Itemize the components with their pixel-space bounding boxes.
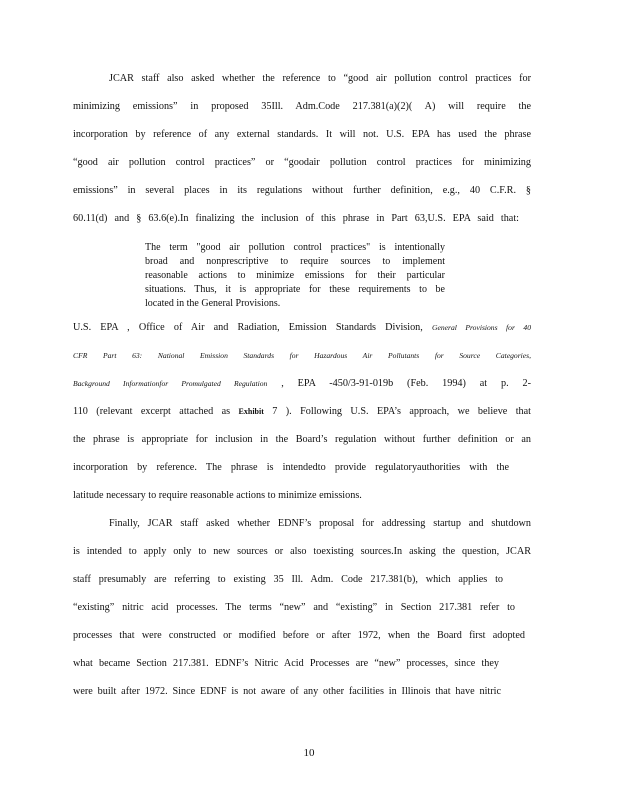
quote-line-3: reasonable actions to minimize emissions for their particular: [145, 270, 445, 281]
paragraph-2-line-1: Finally, JCAR staff asked whether EDNF’s proposal for addressing startup and shutdown: [109, 518, 531, 529]
citation-line-4-rest: 7 ). Following U.S. EPA’s approach, we believe that: [272, 406, 531, 417]
paragraph-1-line-3: incorporation by reference of any external standards. It will not. U.S. EPA has used the phrase: [73, 129, 531, 140]
citation-line-7: latitude necessary to require reasonable actions to minimize emissions.: [73, 490, 362, 501]
citation-line-3: [73, 378, 531, 390]
paragraph-1-line-5: emissions” in several places in its regulations without further definition, e.g., 40 C.F.R. §: [73, 185, 531, 196]
citation-line-6: incorporation by reference. The phrase is intendedto provide regulatoryauthorities with the: [73, 462, 509, 473]
paragraph-1-line-1: JCAR staff also asked whether the reference to “good air pollution control practices for: [109, 73, 531, 84]
citation-line-1: [73, 322, 531, 334]
paragraph-2-line-6: what became Section 217.381. EDNF’s Nitric Acid Processes are “new” processes, since they: [73, 658, 499, 669]
paragraph-2-line-2: is intended to apply only to new sources or also toexisting sources.In asking the question, JCAR: [73, 546, 531, 557]
citation-page-ref: 110 (relevant excerpt attached as: [73, 406, 231, 417]
paragraph-1-line-2: minimizing emissions” in proposed 35Ill. Adm.Code 217.381(a)(2)( A) will require the: [73, 101, 531, 112]
quote-line-4: situations. Thus, it is appropriate for these requirements to be: [145, 284, 445, 295]
quote-line-5: located in the General Provisions.: [145, 298, 281, 309]
quote-line-1: The term "good air pollution control practices" is intentionally: [145, 242, 445, 253]
paragraph-2-line-7: were built after 1972. Since EDNF is not aware of any other facilities in Illinois that have nitric: [73, 686, 501, 697]
quote-line-2: broad and nonprescriptive to require sources to implement: [145, 256, 445, 267]
citation-line-5: the phrase is appropriate for inclusion in the Board’s regulation without further definition or an: [73, 434, 531, 445]
citation-report-number: , EPA -450/3-91-019b (Feb. 1994) at p. 2-: [281, 378, 532, 389]
paragraph-2-line-3: staff presumably are referring to existing 35 Ill. Adm. Code 217.381(b), which applies to: [73, 574, 503, 585]
citation-source: U.S. EPA , Office of Air and Radiation, Emission Standards Division,: [73, 322, 423, 333]
page-number: 10: [303, 747, 315, 759]
citation-line-4: [73, 406, 531, 418]
paragraph-1-line-4: “good air pollution control practices” or “goodair pollution control practices for minimizing: [73, 157, 531, 168]
exhibit-label: Exhibit: [238, 407, 264, 416]
paragraph-2-line-4: “existing” nitric acid processes. The terms “new” and “existing” in Section 217.381 refer to: [73, 602, 515, 613]
paragraph-1-line-6: 60.11(d) and § 63.6(e).In finalizing the inclusion of this phrase in Part 63,U.S. EPA said that:: [73, 213, 519, 224]
citation-title-part-1: General Provisions for 40: [431, 323, 532, 332]
paragraph-2-line-5: processes that were constructed or modified before or after 1972, when the Board first adopted: [73, 630, 525, 641]
citation-line-2: CFR Part 63: National Emission Standards for Hazardous Air Pollutants for Source Categories,: [73, 351, 531, 360]
citation-title-part-3: Background Informationfor Promulgated Regulation: [73, 379, 268, 388]
